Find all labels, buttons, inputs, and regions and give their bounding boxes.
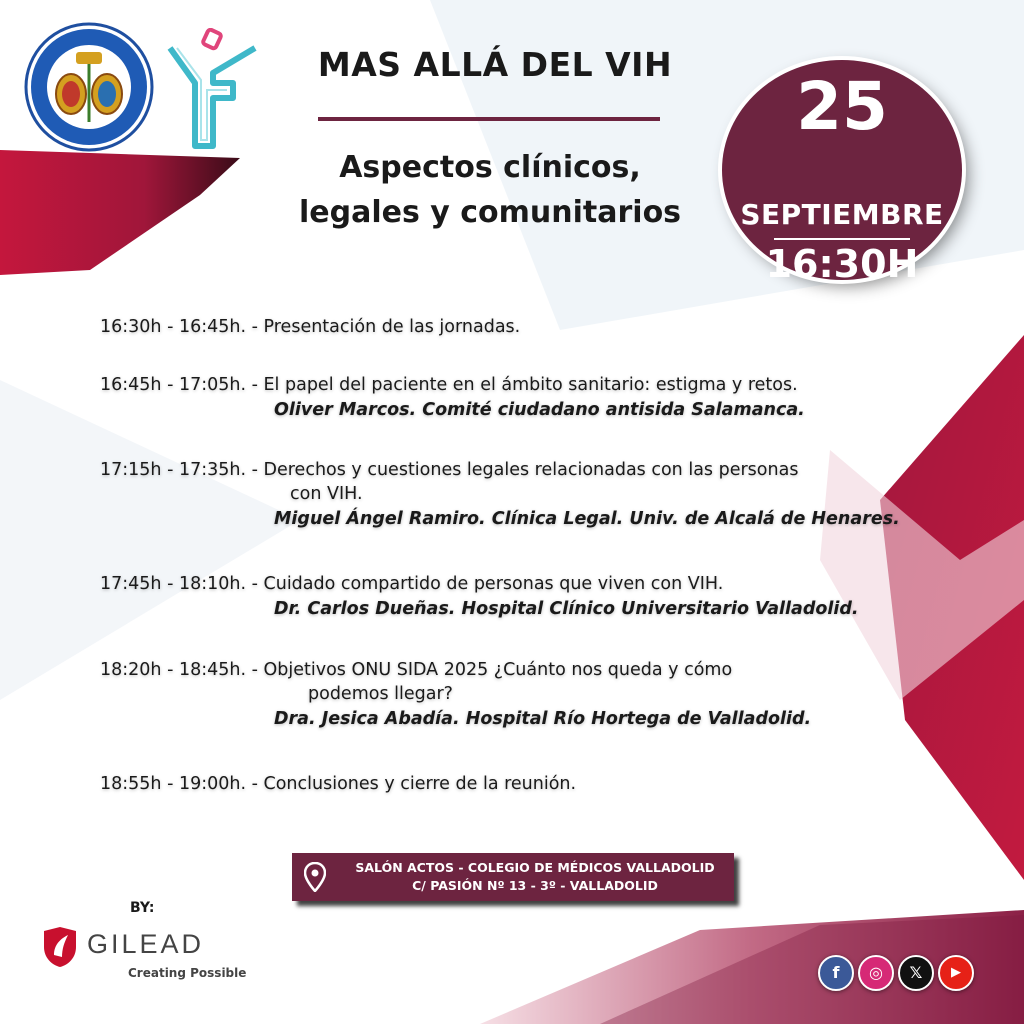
agenda-topic: - Presentación de las jornadas. (246, 317, 521, 337)
agenda-time: 16:45h - 17:05h. (100, 375, 247, 395)
gilead-logo-icon (40, 925, 80, 969)
date-day: 25 (796, 68, 888, 145)
agenda-topic: - El papel del paciente en el ámbito sanitario: estigma y retos. (246, 375, 798, 395)
sponsor-name: GILEAD (87, 929, 205, 959)
agenda-time: 18:20h - 18:45h. (100, 660, 247, 680)
subtitle-line-1: Aspectos clínicos, (339, 150, 641, 185)
agenda-topic-continued: con VIH. (290, 484, 363, 504)
agenda-topic: - Derechos y cuestiones legales relacionadas con las personas (246, 460, 799, 480)
venue-address: C/ PASIÓN Nº 13 - 3º - VALLADOLID (412, 878, 658, 893)
agenda-item (100, 373, 940, 423)
sponsor-label: BY: (130, 900, 155, 916)
agenda-item (100, 658, 940, 732)
date-badge (722, 60, 962, 286)
agenda-time: 18:55h - 19:00h. (100, 774, 247, 794)
agenda-topic: - Objetivos ONU SIDA 2025 ¿Cuánto nos queda y cómo (246, 660, 733, 680)
association-figure-logo (165, 28, 260, 153)
x-icon[interactable]: 𝕏 (898, 955, 934, 991)
agenda-item (100, 315, 940, 339)
agenda-topic: - Conclusiones y cierre de la reunión. (246, 774, 577, 794)
agenda-item (100, 572, 940, 622)
agenda-item (100, 458, 940, 532)
facebook-icon[interactable]: f (818, 955, 854, 991)
date-month: SEPTIEMBRE (740, 198, 944, 231)
date-divider (774, 238, 910, 240)
location-pin-icon (304, 862, 326, 892)
instagram-icon[interactable]: ◎ (858, 955, 894, 991)
agenda-speaker: Oliver Marcos. Comité ciudadano antisida Salamanca. (274, 400, 805, 420)
agenda-time: 17:45h - 18:10h. (100, 574, 247, 594)
agenda-topic: - Cuidado compartido de personas que viven con VIH. (246, 574, 724, 594)
event-subtitle (260, 145, 720, 235)
venue-name: SALÓN ACTOS - COLEGIO DE MÉDICOS VALLADOLID (355, 860, 715, 875)
youtube-icon[interactable]: ▶ (938, 955, 974, 991)
date-time: 16:30H (765, 242, 919, 286)
college-seal-logo (24, 22, 154, 152)
agenda-speaker: Dr. Carlos Dueñas. Hospital Clínico Universitario Valladolid. (274, 599, 859, 619)
agenda-topic-continued: podemos llegar? (308, 684, 453, 704)
sponsor-tagline: Creating Possible (128, 966, 247, 980)
agenda-time: 17:15h - 17:35h. (100, 460, 247, 480)
title-divider (318, 117, 660, 121)
agenda-speaker: Dra. Jesica Abadía. Hospital Río Hortega de Valladolid. (274, 709, 812, 729)
subtitle-line-2: legales y comunitarios (298, 195, 682, 230)
agenda-speaker: Miguel Ángel Ramiro. Clínica Legal. Univ. de Alcalá de Henares. (274, 509, 900, 529)
agenda-time: 16:30h - 16:45h. (100, 317, 247, 337)
event-title: MAS ALLÁ DEL VIH (317, 45, 673, 84)
agenda-item (100, 772, 940, 796)
venue-banner (292, 853, 734, 901)
